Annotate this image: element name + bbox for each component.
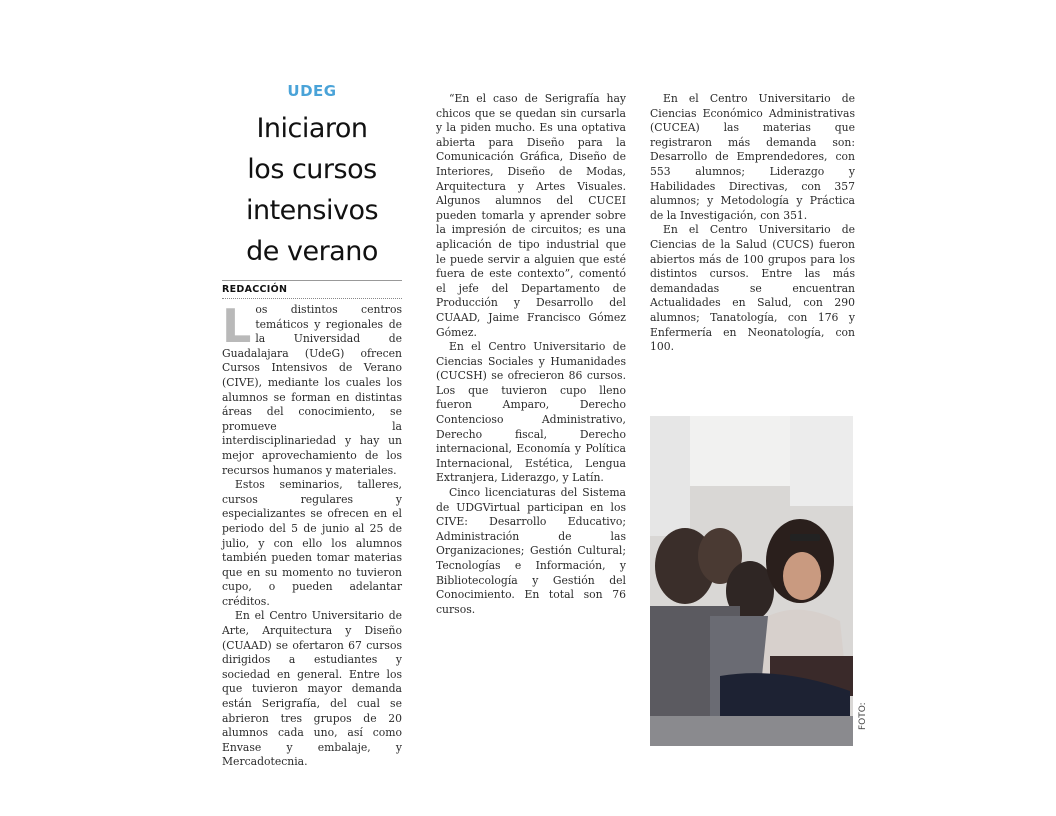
article-photo — [650, 416, 853, 746]
divider — [222, 280, 402, 281]
paragraph: En el Centro Universitario de Arte, Arquitectura y Diseño (CUAAD) se ofertaron 67 cursos dirigidos a estudiantes y sociedad en general. Entre los que tuvieron mayor demanda están Serigrafía, del cual se abrieron tres grupos de 20 alumnos cada uno, así como Envase y embalaje, y Mercadotecnia. — [222, 609, 402, 769]
paragraph: En el Centro Universitario de Ciencias Económico Administrativas (CUCEA) las materias que registraron más demanda son: Desarrollo de Emprendedores, con 553 alumnos; Liderazgo y Habilidades Directivas, con 357 alumnos; y Metodología y Práctica de la Investigación, con 351. — [650, 92, 855, 222]
paragraph: En el Centro Universitario de Ciencias de la Salud (CUCS) fueron abiertos más de 100 grupos para los distintos cursos. Entre las más demandadas se encuentran Actualidades en Salud, con 290 alumnos; Tanatología, con 176 y Enfermería en Neonatología, con 100. — [650, 223, 855, 354]
column-2 — [436, 92, 626, 617]
column-3 — [650, 92, 855, 355]
paragraph: Cinco licenciaturas del Sistema de UDGVirtual participan en los CIVE: Desarrollo Educativo; Administración de las Organizaciones; Gestión Cultural; Tecnologías e Información, y Bibliotecología y Gestión del Conocimiento. En total son 76 cursos. — [436, 486, 626, 616]
photo-credit: FOTO: — [858, 702, 868, 730]
column-1 — [222, 78, 402, 770]
section-tag: UDEG — [287, 82, 337, 100]
paragraph — [222, 299, 402, 478]
headline-line: Iniciaron — [256, 113, 368, 144]
photo-illustration — [650, 416, 853, 746]
headline-line: intensivos — [245, 195, 379, 226]
headline-line: los cursos — [247, 154, 377, 185]
byline: REDACCIÓN — [222, 284, 288, 295]
newspaper-clipping — [222, 78, 862, 769]
paragraph: En el Centro Universitario de Ciencias Sociales y Humanidades (CUCSH) se ofrecieron 86 cursos. Los que tuvieron cupo lleno fueron Amparo, Derecho Contencioso Administrativo, Derecho fiscal, Derecho internacional, Economía y Política Internacional, Estética, Lengua Extranjera, Liderazgo, y Latín. — [436, 340, 626, 485]
headline-line: de verano — [246, 236, 378, 267]
headline — [222, 108, 402, 272]
paragraph: Estos seminarios, talleres, cursos regulares y especializantes se ofrecen en el periodo del 5 de junio al 25 de julio, y con ello los alumnos también pueden tomar materias que en su momento no tuvieron cupo, o pueden adelantar créditos. — [222, 478, 402, 608]
article-body-col1 — [222, 299, 402, 770]
paragraph-text: os distintos centros temáticos y regionales de la Universidad de Guadalajara (UdeG) ofrecen Cursos Intensivos de Verano (CIVE), mediante los cuales los alumnos se forman en distintas áreas del conocimiento, se promueve la interdisciplinariedad y hay un mejor aprovechamiento de los recursos humanos y materiales. — [222, 303, 402, 477]
drop-cap: L — [222, 299, 252, 353]
paragraph: “En el caso de Serigrafía hay chicos que se quedan sin cursarla y la piden mucho. Es una optativa abierta para Diseño para la Comunicación Gráfica, Diseño de Interiores, Diseño de Modas, Arquitectura y Artes Visuales. Algunos alumnos del CUCEI pueden tomarla y aprender sobre la impresión de circuitos; es una aplicación de tipo industrial que le puede servir a alguien que esté fuera de este contexto”, comentó el jefe del Departamento de Producción y Desarrollo del CUAAD, Jaime Francisco Gómez Gómez. — [436, 92, 626, 339]
